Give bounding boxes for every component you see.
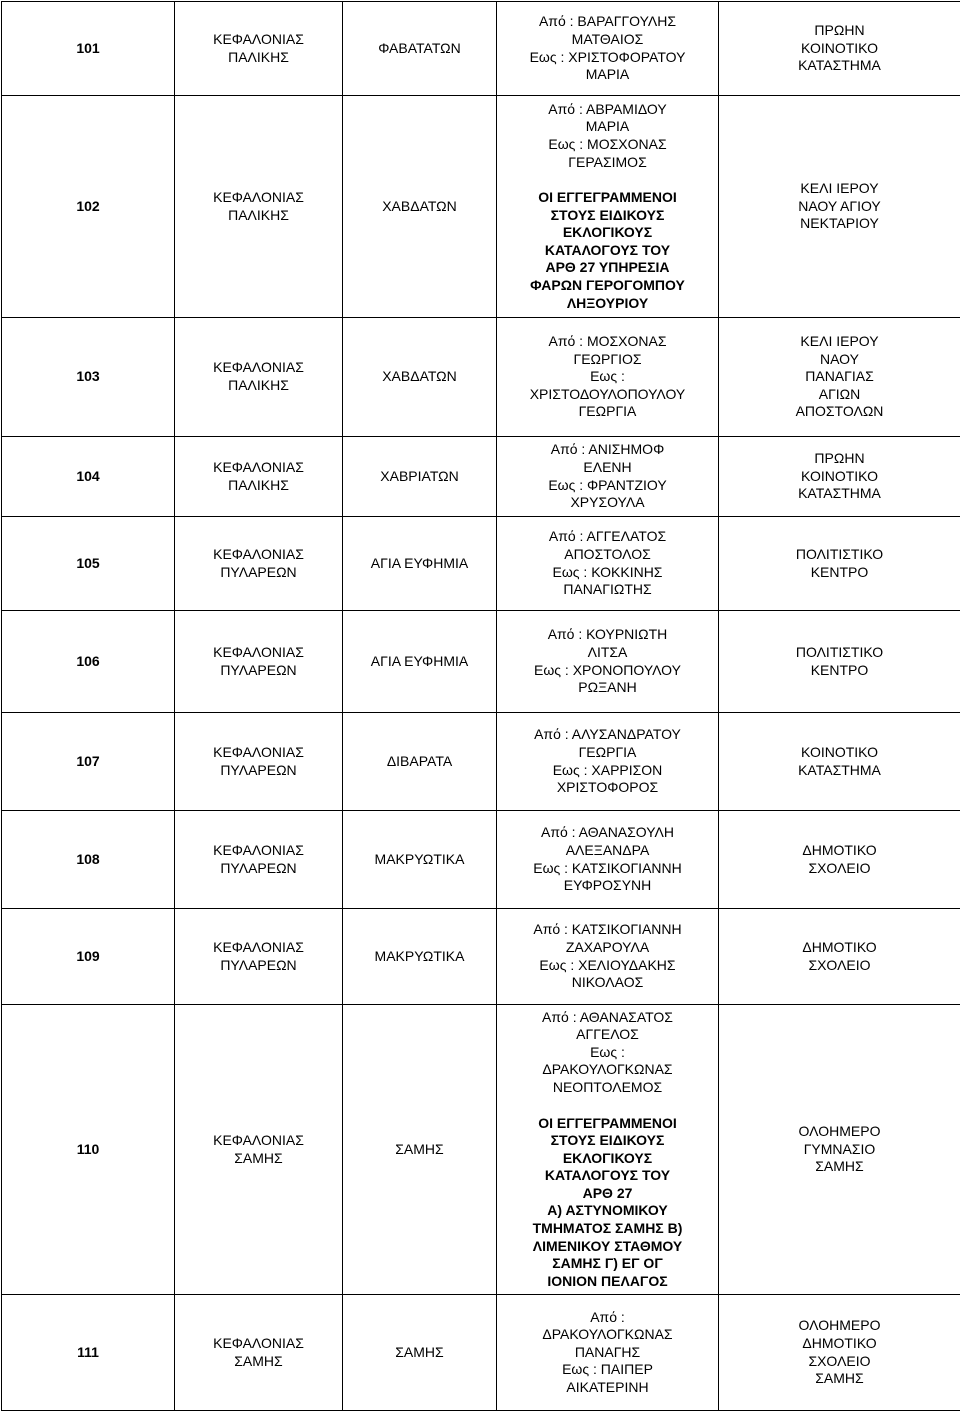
table-row	[2, 517, 960, 611]
locality-cell	[343, 1005, 497, 1295]
cell-line: Από : ΑΘΑΝΑΣΟΥΛΗ	[499, 824, 716, 842]
table-body	[2, 2, 960, 1411]
cell-line: ΓΕΩΡΓΙΟΣ	[499, 351, 716, 369]
cell-line: ΑΠΟΣΤΟΛΩΝ	[721, 403, 958, 421]
table-row	[2, 909, 960, 1005]
table-row	[2, 611, 960, 713]
cell-line: Από : ΑΒΡΑΜΙΔΟΥ	[499, 101, 716, 119]
cell-line: ΓΕΩΡΓΙΑ	[499, 403, 716, 421]
venue-cell	[719, 811, 960, 909]
cell-line: ΚΕΦΑΛΟΝΙΑΣ	[177, 1132, 340, 1150]
cell-line: ΟΛΟΗΜΕΡΟ	[721, 1123, 958, 1141]
voter-range-cell	[497, 2, 719, 96]
note-line: ΑΡΘ 27	[499, 1185, 716, 1203]
cell-line: ΣΑΜΗΣ	[721, 1158, 958, 1176]
cell-line: Από :	[499, 1309, 716, 1327]
cell-line: ΧΡΙΣΤΟΦΟΡΟΣ	[499, 779, 716, 797]
municipality-cell	[175, 437, 343, 517]
note-line: ΑΡΘ 27 ΥΠΗΡΕΣΙΑ	[499, 259, 716, 277]
cell-line: ΠΑΝΑΓΙΑΣ	[721, 368, 958, 386]
cell-line: ΚΕΦΑΛΟΝΙΑΣ	[177, 1335, 340, 1353]
note-line: ΤΜΗΜΑΤΟΣ ΣΑΜΗΣ Β)	[499, 1220, 716, 1238]
locality-cell	[343, 318, 497, 437]
cell-line: ΛΙΤΣΑ	[499, 644, 716, 662]
cell-line: ΚΕΦΑΛΟΝΙΑΣ	[177, 459, 340, 477]
venue-cell	[719, 611, 960, 713]
locality-cell	[343, 2, 497, 96]
municipality-cell	[175, 318, 343, 437]
cell-line: ΕΥΦΡΟΣΥΝΗ	[499, 877, 716, 895]
cell-line: ΜΑΡΙΑ	[499, 66, 716, 84]
municipality-cell	[175, 1295, 343, 1411]
table-row	[2, 713, 960, 811]
venue-cell	[719, 713, 960, 811]
cell-line: ΑΓΙΩΝ	[721, 386, 958, 404]
cell-line: ΑΙΚΑΤΕΡΙΝΗ	[499, 1379, 716, 1397]
voter-range-cell	[497, 713, 719, 811]
note-line: ΣΑΜΗΣ Γ) ΕΓ ΟΓ	[499, 1255, 716, 1273]
cell-line: ΝΑΟΥ	[721, 351, 958, 369]
cell-line: ΜΑΚΡΥΩΤΙΚΑ	[345, 948, 494, 966]
spacer	[499, 171, 716, 189]
cell-line: ΧΑΒΡΙΑΤΩΝ	[345, 468, 494, 486]
cell-line: ΠΟΛΙΤΙΣΤΙΚΟ	[721, 644, 958, 662]
voter-range-cell	[497, 318, 719, 437]
voter-range-cell	[497, 909, 719, 1005]
cell-line: ΠΥΛΑΡΕΩΝ	[177, 662, 340, 680]
voter-range-cell	[497, 517, 719, 611]
cell-line: ΠΑΝΑΓΗΣ	[499, 1344, 716, 1362]
locality-cell	[343, 1295, 497, 1411]
venue-cell	[719, 909, 960, 1005]
municipality-cell	[175, 1005, 343, 1295]
cell-line: ΑΛΕΞΑΝΔΡΑ	[499, 842, 716, 860]
cell-line: ΚΟΙΝΟΤΙΚΟ	[721, 40, 958, 58]
note-line: ΛΗΞΟΥΡΙΟΥ	[499, 295, 716, 313]
station-number: 108	[2, 811, 175, 909]
table-row	[2, 1295, 960, 1411]
cell-line: Εως : ΧΡΙΣΤΟΦΟΡΑΤΟΥ	[499, 49, 716, 67]
cell-line: ΠΟΛΙΤΙΣΤΙΚΟ	[721, 546, 958, 564]
cell-line: Εως : ΦΡΑΝΤΖΙΟΥ	[499, 477, 716, 495]
cell-line: ΣΑΜΗΣ	[345, 1141, 494, 1159]
cell-line: ΟΛΟΗΜΕΡΟ	[721, 1317, 958, 1335]
cell-line: ΔΗΜΟΤΙΚΟ	[721, 939, 958, 957]
note-line: ΕΚΛΟΓΙΚΟΥΣ	[499, 1150, 716, 1168]
cell-line: ΠΥΛΑΡΕΩΝ	[177, 860, 340, 878]
cell-line: ΝΕΚΤΑΡΙΟΥ	[721, 215, 958, 233]
municipality-cell	[175, 517, 343, 611]
cell-line: ΕΛΕΝΗ	[499, 459, 716, 477]
station-number: 109	[2, 909, 175, 1005]
locality-cell	[343, 517, 497, 611]
cell-line: Από : ΚΟΥΡΝΙΩΤΗ	[499, 626, 716, 644]
cell-line: ΦΑΒΑΤΑΤΩΝ	[345, 40, 494, 58]
station-number: 105	[2, 517, 175, 611]
cell-line: Εως :	[499, 368, 716, 386]
note-line: ΣΤΟΥΣ ΕΙΔΙΚΟΥΣ	[499, 1132, 716, 1150]
table-row	[2, 811, 960, 909]
cell-line: ΠΡΩΗΝ	[721, 22, 958, 40]
voter-range-cell	[497, 437, 719, 517]
locality-cell	[343, 437, 497, 517]
cell-line: ΚΟΙΝΟΤΙΚΟ	[721, 744, 958, 762]
cell-line: ΠΑΛΙΚΗΣ	[177, 377, 340, 395]
station-number: 106	[2, 611, 175, 713]
cell-line: ΠΑΛΙΚΗΣ	[177, 477, 340, 495]
venue-cell	[719, 1295, 960, 1411]
cell-line: ΜΑΡΙΑ	[499, 118, 716, 136]
cell-line: ΔΙΒΑΡΑΤΑ	[345, 753, 494, 771]
locality-cell	[343, 909, 497, 1005]
locality-cell	[343, 96, 497, 318]
polling-stations-table	[1, 1, 960, 1411]
note-line: ΙΟΝΙΟΝ ΠΕΛΑΓΟΣ	[499, 1273, 716, 1291]
note-line: ΚΑΤΑΛΟΓΟΥΣ ΤΟΥ	[499, 1167, 716, 1185]
table-row	[2, 2, 960, 96]
station-number: 110	[2, 1005, 175, 1295]
note-line: ΕΚΛΟΓΙΚΟΥΣ	[499, 224, 716, 242]
cell-line: ΑΓΙΑ ΕΥΦΗΜΙΑ	[345, 555, 494, 573]
locality-cell	[343, 611, 497, 713]
cell-line: ΧΑΒΔΑΤΩΝ	[345, 368, 494, 386]
cell-line: ΣΑΜΗΣ	[177, 1353, 340, 1371]
cell-line: ΝΕΟΠΤΟΛΕΜΟΣ	[499, 1079, 716, 1097]
cell-line: Εως : ΚΑΤΣΙΚΟΓΙΑΝΝΗ	[499, 860, 716, 878]
voter-range-cell	[497, 1295, 719, 1411]
cell-line: ΠΥΛΑΡΕΩΝ	[177, 762, 340, 780]
note-line: ΦΑΡΩΝ ΓΕΡΟΓΟΜΠΟΥ	[499, 277, 716, 295]
voter-range-cell	[497, 811, 719, 909]
cell-line: ΚΕΛΙ ΙΕΡΟΥ	[721, 333, 958, 351]
table-row	[2, 1005, 960, 1295]
cell-line: ΚΕΦΑΛΟΝΙΑΣ	[177, 842, 340, 860]
cell-line: ΣΧΟΛΕΙΟ	[721, 860, 958, 878]
cell-line: ΣΑΜΗΣ	[721, 1370, 958, 1388]
table-row	[2, 318, 960, 437]
municipality-cell	[175, 96, 343, 318]
cell-line: ΣΑΜΗΣ	[345, 1344, 494, 1362]
cell-line: Από : ΑΓΓΕΛΑΤΟΣ	[499, 528, 716, 546]
cell-line: ΣΧΟΛΕΙΟ	[721, 957, 958, 975]
table-row	[2, 437, 960, 517]
cell-line: ΠΥΛΑΡΕΩΝ	[177, 564, 340, 582]
note-line: ΟΙ ΕΓΓΕΓΡΑΜΜΕΝΟΙ	[499, 189, 716, 207]
venue-cell	[719, 96, 960, 318]
cell-line: ΓΕΡΑΣΙΜΟΣ	[499, 154, 716, 172]
cell-line: ΚΕΦΑΛΟΝΙΑΣ	[177, 189, 340, 207]
cell-line: Από : ΚΑΤΣΙΚΟΓΙΑΝΝΗ	[499, 921, 716, 939]
cell-line: ΧΡΙΣΤΟΔΟΥΛΟΠΟΥΛΟΥ	[499, 386, 716, 404]
locality-cell	[343, 713, 497, 811]
cell-line: Εως : ΧΡΟΝΟΠΟΥΛΟΥ	[499, 662, 716, 680]
cell-line: Από : ΒΑΡΑΓΓΟΥΛΗΣ	[499, 13, 716, 31]
cell-line: Εως : ΠΑΙΠΕΡ	[499, 1361, 716, 1379]
cell-line: ΚΕΦΑΛΟΝΙΑΣ	[177, 744, 340, 762]
cell-line: ΠΥΛΑΡΕΩΝ	[177, 957, 340, 975]
cell-line: ΑΓΙΑ ΕΥΦΗΜΙΑ	[345, 653, 494, 671]
cell-line: ΠΑΝΑΓΙΩΤΗΣ	[499, 581, 716, 599]
voter-range-cell	[497, 611, 719, 713]
cell-line: ΔΡΑΚΟΥΛΟΓΚΩΝΑΣ	[499, 1061, 716, 1079]
voter-range-cell	[497, 96, 719, 318]
cell-line: Εως : ΚΟΚΚΙΝΗΣ	[499, 564, 716, 582]
municipality-cell	[175, 611, 343, 713]
locality-cell	[343, 811, 497, 909]
note-line: ΚΑΤΑΛΟΓΟΥΣ ΤΟΥ	[499, 242, 716, 260]
cell-line: Από : ΑΘΑΝΑΣΑΤΟΣ	[499, 1009, 716, 1027]
cell-line: ΚΕΦΑΛΟΝΙΑΣ	[177, 644, 340, 662]
cell-line: Εως : ΧΕΛΙΟΥΔΑΚΗΣ	[499, 957, 716, 975]
voter-range-cell	[497, 1005, 719, 1295]
cell-line: ΠΑΛΙΚΗΣ	[177, 49, 340, 67]
cell-line: ΡΩΞΑΝΗ	[499, 679, 716, 697]
cell-line: ΚΑΤΑΣΤΗΜΑ	[721, 762, 958, 780]
cell-line: ΧΡΥΣΟΥΛΑ	[499, 494, 716, 512]
cell-line: ΚΕΦΑΛΟΝΙΑΣ	[177, 359, 340, 377]
cell-line: Εως :	[499, 1044, 716, 1062]
cell-line: ΠΡΩΗΝ	[721, 450, 958, 468]
cell-line: ΚΕΦΑΛΟΝΙΑΣ	[177, 31, 340, 49]
station-number: 104	[2, 437, 175, 517]
venue-cell	[719, 2, 960, 96]
cell-line: ΑΠΟΣΤΟΛΟΣ	[499, 546, 716, 564]
cell-line: ΝΙΚΟΛΑΟΣ	[499, 974, 716, 992]
cell-line: ΓΥΜΝΑΣΙΟ	[721, 1141, 958, 1159]
note-line: ΣΤΟΥΣ ΕΙΔΙΚΟΥΣ	[499, 207, 716, 225]
cell-line: ΚΑΤΑΣΤΗΜΑ	[721, 57, 958, 75]
cell-line: ΠΑΛΙΚΗΣ	[177, 207, 340, 225]
municipality-cell	[175, 2, 343, 96]
station-number: 102	[2, 96, 175, 318]
cell-line: ΚΕΦΑΛΟΝΙΑΣ	[177, 939, 340, 957]
cell-line: Από : ΜΟΣΧΟΝΑΣ	[499, 333, 716, 351]
cell-line: ΚΕΦΑΛΟΝΙΑΣ	[177, 546, 340, 564]
note-line: ΛΙΜΕΝΙΚΟΥ ΣΤΑΘΜΟΥ	[499, 1238, 716, 1256]
station-number: 111	[2, 1295, 175, 1411]
cell-line: Εως : ΧΑΡΡΙΣΟΝ	[499, 762, 716, 780]
cell-line: ΓΕΩΡΓΙΑ	[499, 744, 716, 762]
cell-line: ΚΟΙΝΟΤΙΚΟ	[721, 468, 958, 486]
cell-line: Από : ΑΝΙΣΗΜΟΦ	[499, 441, 716, 459]
cell-line: ΑΓΓΕΛΟΣ	[499, 1026, 716, 1044]
station-number: 107	[2, 713, 175, 811]
cell-line: ΣΧΟΛΕΙΟ	[721, 1353, 958, 1371]
cell-line: ΜΑΤΘΑΙΟΣ	[499, 31, 716, 49]
station-number: 103	[2, 318, 175, 437]
note-line: Α) ΑΣΤΥΝΟΜΙΚΟΥ	[499, 1202, 716, 1220]
cell-line: ΚΕΝΤΡΟ	[721, 564, 958, 582]
cell-line: ΧΑΒΔΑΤΩΝ	[345, 198, 494, 216]
cell-line: ΚΕΝΤΡΟ	[721, 662, 958, 680]
cell-line: ΔΗΜΟΤΙΚΟ	[721, 842, 958, 860]
venue-cell	[719, 517, 960, 611]
cell-line: ΔΗΜΟΤΙΚΟ	[721, 1335, 958, 1353]
cell-line: ΚΑΤΑΣΤΗΜΑ	[721, 485, 958, 503]
note-line: ΟΙ ΕΓΓΕΓΡΑΜΜΕΝΟΙ	[499, 1115, 716, 1133]
station-number: 101	[2, 2, 175, 96]
cell-line: ΔΡΑΚΟΥΛΟΓΚΩΝΑΣ	[499, 1326, 716, 1344]
municipality-cell	[175, 713, 343, 811]
cell-line: Εως : ΜΟΣΧΟΝΑΣ	[499, 136, 716, 154]
municipality-cell	[175, 909, 343, 1005]
cell-line: Από : ΑΛΥΣΑΝΔΡΑΤΟΥ	[499, 726, 716, 744]
venue-cell	[719, 1005, 960, 1295]
spacer	[499, 1097, 716, 1115]
cell-line: ΜΑΚΡΥΩΤΙΚΑ	[345, 851, 494, 869]
cell-line: ΝΑΟΥ ΑΓΙΟΥ	[721, 198, 958, 216]
venue-cell	[719, 437, 960, 517]
table-row	[2, 96, 960, 318]
cell-line: ΚΕΛΙ ΙΕΡΟΥ	[721, 180, 958, 198]
cell-line: ΣΑΜΗΣ	[177, 1150, 340, 1168]
cell-line: ΖΑΧΑΡΟΥΛΑ	[499, 939, 716, 957]
venue-cell	[719, 318, 960, 437]
municipality-cell	[175, 811, 343, 909]
